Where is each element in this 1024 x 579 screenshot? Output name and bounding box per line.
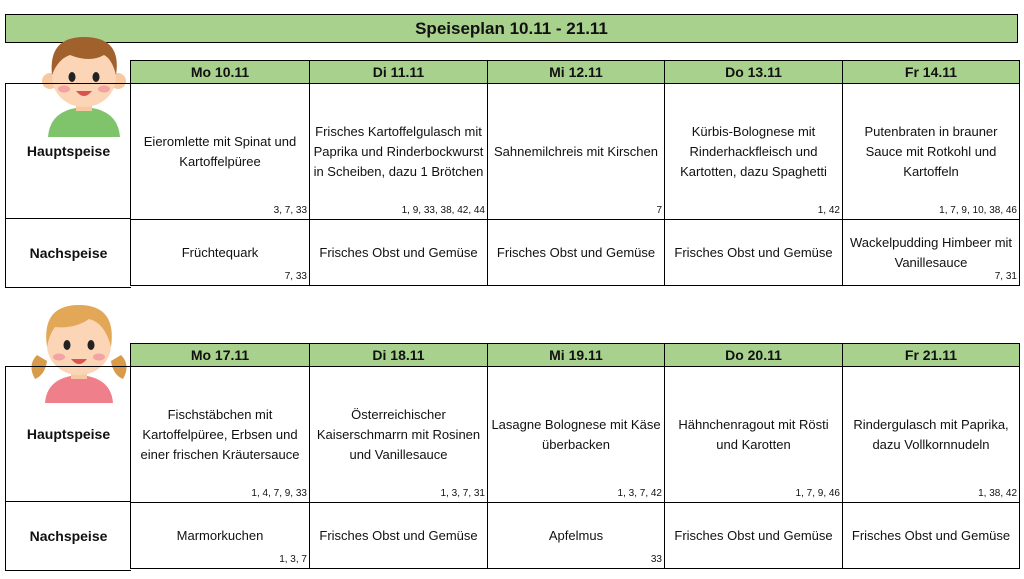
dessert-cell — [488, 220, 665, 286]
main-dish: Frisches Kartoffelgulasch mit Paprika und Rinderbockwurst in Scheiben, dazu 1 Brötchen — [313, 123, 484, 179]
main-dish-cell — [131, 367, 310, 503]
day-header: Mi 19.11 — [488, 344, 665, 367]
dessert: Frisches Obst und Gemüse — [674, 244, 833, 260]
dessert-cell — [665, 503, 843, 569]
dessert-cell — [131, 503, 310, 569]
day-header: Di 11.11 — [310, 61, 488, 84]
dessert-cell — [843, 503, 1020, 569]
allergen-codes: 1, 7, 9, 46 — [795, 488, 840, 499]
week-1-table — [130, 60, 1020, 286]
main-dish-cell — [665, 367, 843, 503]
dessert-cell — [310, 503, 488, 569]
main-dish-cell — [310, 367, 488, 503]
day-header: Mo 17.11 — [131, 344, 310, 367]
dessert: Frisches Obst und Gemüse — [496, 244, 656, 260]
allergen-codes: 3, 7, 33 — [273, 205, 307, 216]
day-header: Fr 14.11 — [843, 61, 1020, 84]
dessert-cell — [843, 220, 1020, 286]
row-label-dessert: Nachspeise — [5, 218, 131, 288]
main-dish: Kürbis-Bolognese mit Rinderhackfleisch und Kartotten, dazu Spaghetti — [680, 123, 827, 179]
dessert: Marmorkuchen — [176, 527, 264, 543]
allergen-codes: 1, 9, 33, 38, 42, 44 — [401, 205, 485, 216]
allergen-codes: 1, 3, 7, 31 — [440, 488, 485, 499]
main-dish: Hähnchenragout mit Rösti und Karotten — [678, 416, 829, 452]
allergen-codes: 1, 4, 7, 9, 33 — [251, 488, 307, 499]
dessert-cell — [310, 220, 488, 286]
week-2-table — [130, 343, 1020, 569]
row-label-dessert: Nachspeise — [5, 501, 131, 571]
main-dish: Lasagne Bolognese mit Käse überbacken — [491, 416, 661, 452]
main-dish: Sahnemilchreis mit Kirschen — [493, 143, 658, 159]
day-header: Do 20.11 — [665, 344, 843, 367]
day-header: Fr 21.11 — [843, 344, 1020, 367]
main-dish-cell — [131, 84, 310, 220]
main-dish-cell — [843, 367, 1020, 503]
allergen-codes: 7, 33 — [284, 271, 307, 282]
dessert-cell — [131, 220, 310, 286]
dessert: Frisches Obst und Gemüse — [319, 527, 478, 543]
main-dish: Fischstäbchen mit Kartoffelpüree, Erbsen und einer frischen Kräutersauce — [140, 406, 300, 462]
allergen-codes: 1, 42 — [817, 205, 840, 216]
dessert: Früchtequark — [181, 244, 259, 260]
allergen-codes: 1, 3, 7 — [279, 554, 307, 565]
allergen-codes: 1, 38, 42 — [978, 488, 1017, 499]
main-dish-cell — [843, 84, 1020, 220]
main-dish-cell — [488, 84, 665, 220]
main-dish: Eieromlette mit Spinat und Kartoffelpüree — [143, 133, 297, 169]
day-header: Di 18.11 — [310, 344, 488, 367]
dessert: Wackelpudding Himbeer mit Vanillesauce — [849, 234, 1013, 270]
dessert: Frisches Obst und Gemüse — [674, 527, 833, 543]
allergen-codes: 7, 31 — [994, 271, 1017, 282]
allergen-codes: 1, 7, 9, 10, 38, 46 — [939, 205, 1017, 216]
dessert: Frisches Obst und Gemüse — [851, 527, 1011, 543]
main-dish: Österreichischer Kaiserschmarrn mit Rosinen und Vanillesauce — [316, 406, 481, 462]
row-label-main: Hauptspeise — [5, 83, 131, 219]
main-dish-cell — [665, 84, 843, 220]
dessert-cell — [665, 220, 843, 286]
row-label-main: Hauptspeise — [5, 366, 131, 502]
main-dish: Putenbraten in brauner Sauce mit Rotkohl und Kartoffeln — [864, 123, 998, 179]
allergen-codes: 7 — [656, 205, 662, 216]
day-header: Mo 10.11 — [131, 61, 310, 84]
page-title: Speiseplan 10.11 - 21.11 — [5, 14, 1018, 43]
dessert-cell — [488, 503, 665, 569]
day-header: Mi 12.11 — [488, 61, 665, 84]
main-dish-cell — [310, 84, 488, 220]
dessert: Apfelmus — [548, 527, 604, 543]
allergen-codes: 1, 3, 7, 42 — [617, 488, 662, 499]
allergen-codes: 33 — [650, 554, 662, 565]
main-dish-cell — [488, 367, 665, 503]
day-header: Do 13.11 — [665, 61, 843, 84]
main-dish: Rindergulasch mit Paprika, dazu Vollkornnudeln — [853, 416, 1009, 452]
dessert: Frisches Obst und Gemüse — [319, 244, 478, 260]
